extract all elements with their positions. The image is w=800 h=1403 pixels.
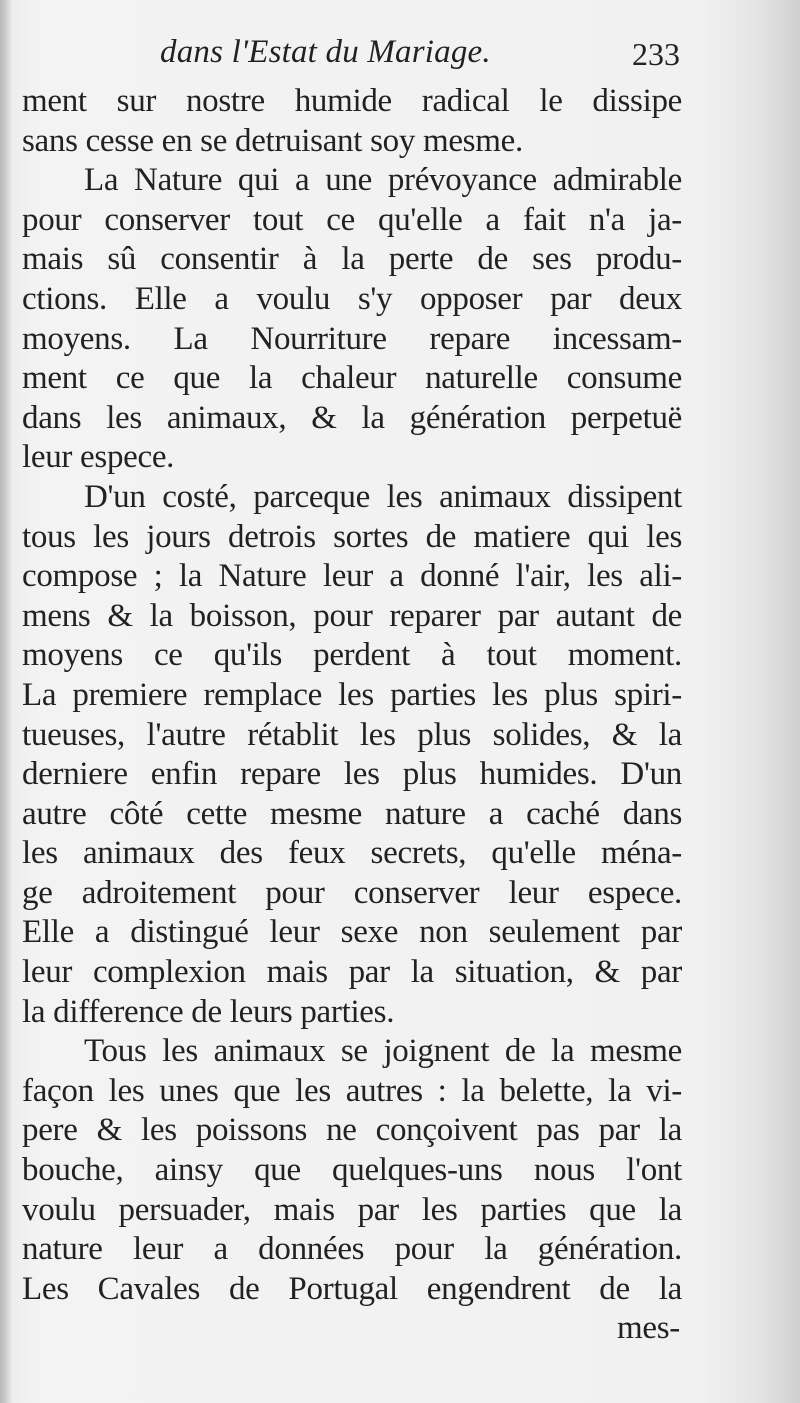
page-number: 233: [632, 36, 680, 72]
text-line: sans cesse en se detruisant soy mesme.: [22, 122, 523, 159]
text-line: autre côté cette mesme nature a caché dans: [22, 795, 682, 832]
text-line: ge adroitement pour conserver leur espece.: [22, 874, 682, 911]
paragraph-first-line: La Nature qui a une prévoyance admirable: [84, 162, 682, 199]
page-header: [160, 34, 680, 80]
paragraph-first-line: D'un costé, parceque les animaux dissipent: [84, 478, 682, 515]
text-line: voulu persuader, mais par les parties que la: [22, 1191, 682, 1228]
text-line: derniere enfin repare les plus humides. D'un: [22, 756, 682, 793]
text-line: leur espece.: [22, 439, 175, 476]
text-line: mens & la boisson, pour reparer par autant de: [22, 597, 682, 634]
text-line: leur complexion mais par la situation, & par: [22, 954, 682, 991]
text-line: moyens. La Nourriture repare incessam-: [22, 320, 682, 357]
text-line: Elle a distingué leur sexe non seulement par: [22, 914, 682, 951]
text-line: compose ; la Nature leur a donné l'air, les ali-: [22, 558, 682, 595]
text-line: ment ce que la chaleur naturelle consume: [22, 360, 682, 397]
text-line: bouche, ainsy que quelques-uns nous l'ont: [22, 1152, 682, 1189]
text-line: tueuses, l'autre rétablit les plus solides, & la: [22, 716, 682, 753]
text-line: la difference de leurs parties.: [22, 993, 395, 1030]
text-line: mais sû consentir à la perte de ses produ-: [22, 241, 682, 278]
text-line: ctions. Elle a voulu s'y opposer par deux: [22, 280, 682, 317]
text-line: pour conserver tout ce qu'elle a fait n'a ja-: [22, 201, 682, 238]
text-line: nature leur a données pour la génération.: [22, 1231, 682, 1268]
text-line: façon les unes que les autres : la belette, la vi-: [22, 1072, 682, 1109]
running-head: dans l'Estat du Mariage.: [160, 34, 491, 70]
text-line: tous les jours detrois sortes de matiere qui les: [22, 518, 682, 555]
text-line: La premiere remplace les parties les plus spiri-: [22, 676, 682, 713]
text-line: Les Cavales de Portugal engendrent de la: [22, 1270, 682, 1307]
catchword: mes-: [617, 1310, 680, 1347]
paragraph-first-line: Tous les animaux se joignent de la mesme: [84, 1033, 682, 1070]
text-line: ment sur nostre humide radical le dissipe: [22, 83, 682, 119]
text-line: pere & les poissons ne conçoivent pas par la: [22, 1112, 682, 1149]
text-line: moyens ce qu'ils perdent à tout moment.: [22, 637, 682, 674]
text-line: dans les animaux, & la génération perpetuë: [22, 399, 682, 436]
body-text: [22, 82, 682, 1349]
text-line: les animaux des feux secrets, qu'elle ména-: [22, 835, 682, 872]
